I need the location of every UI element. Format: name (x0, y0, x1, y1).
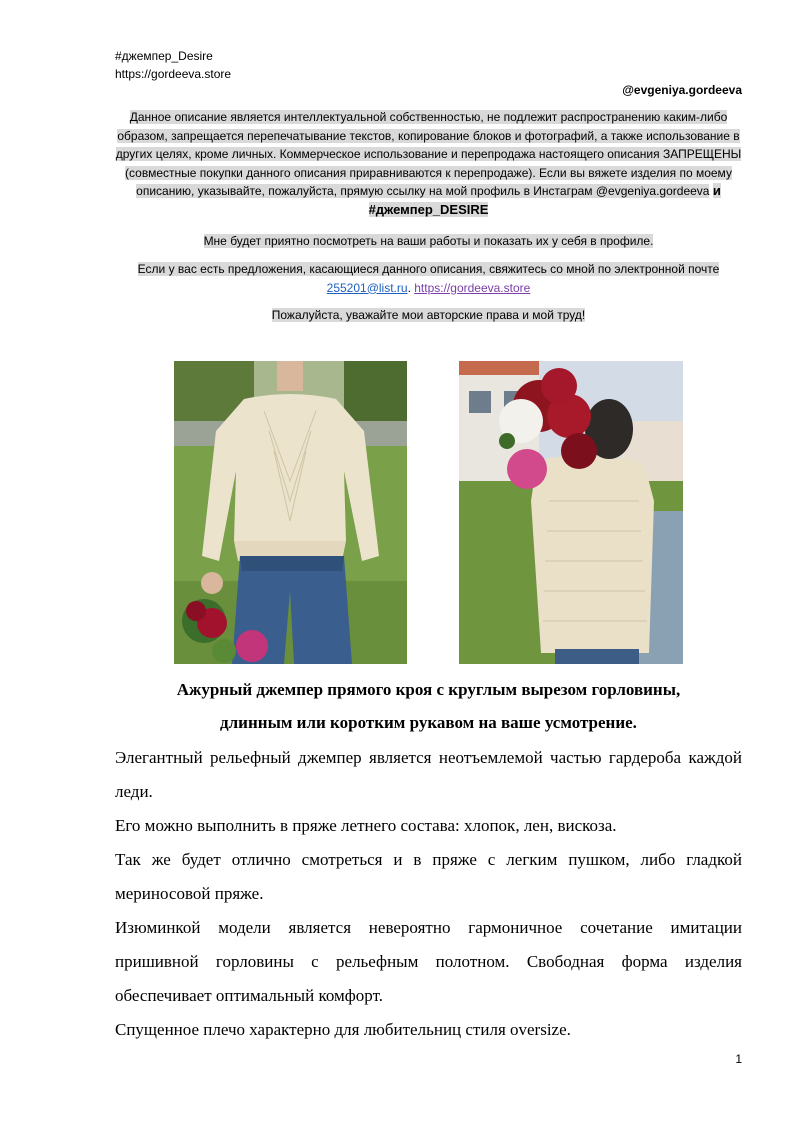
email-link[interactable]: 255201@list.ru (326, 280, 408, 295)
works-text: Мне будет приятно посмотреть на ваши работы и показать их у себя в профиле. (203, 234, 654, 248)
hashtag-text: и #джемпер_DESIRE (368, 183, 721, 217)
site-link[interactable]: https://gordeeva.store (414, 280, 531, 295)
paragraph-1: Элегантный рельефный джемпер является неотъемлемой частью гардероба каждой леди. (115, 748, 742, 801)
paragraph-2: Его можно выполнить в пряже летнего состава: хлопок, лен, вискоза. (115, 816, 617, 835)
paragraph-4: Изюминкой модели является невероятно гармоничное сочетание имитации пришивной горловины с рельефным полотном. Свободная форма изделия обеспечивает оптимальный комфорт. (115, 918, 742, 1005)
link-separator: . (407, 280, 411, 295)
description-body (115, 741, 742, 1047)
instagram-handle: @evgeniya.gordeeva (622, 83, 742, 97)
contact-notice (115, 260, 742, 297)
title-line-2: длинным или коротким рукавом на ваше усмотрение. (220, 713, 637, 732)
header-tag: #джемпер_Desire (115, 49, 213, 63)
front-view-photo (174, 361, 407, 664)
respect-text: Пожалуйста, уважайте мои авторские права и мой труд! (271, 308, 586, 322)
works-notice (115, 232, 742, 251)
copyright-notice (115, 108, 742, 219)
paragraph-5: Спущенное плечо характерно для любительниц стиля oversize. (115, 1020, 571, 1039)
copyright-text: Данное описание является интеллектуальной собственностью, не подлежит распространению каким-либо образом, запрещается перепечатывание текстов, копирование блоков и фотографий, а также использование в других целях, кроме личных. Коммерческое использование и перепродажа настоящего описания ЗАПРЕЩЕНЫ (совместные покупки данного описания приравниваются к перепродаже). Если вы вяжете изделия по моему описанию, указывайте, пожалуйста, прямую ссылку на мой профиль в Инстаграм @evgeniya.gordeeva (115, 110, 742, 198)
contact-text: Если у вас есть предложения, касающиеся данного описания, свяжитесь со мной по электронной почте (137, 262, 720, 276)
title-line-1: Ажурный джемпер прямого кроя с круглым вырезом горловины, (176, 680, 681, 699)
header-site: https://gordeeva.store (115, 67, 232, 81)
respect-notice (115, 306, 742, 325)
paragraph-3: Так же будет отлично смотреться и в пряже с легким пушком, либо гладкой мериносовой пряже. (115, 850, 742, 903)
back-view-photo (459, 361, 683, 664)
page-number: 1 (735, 1052, 742, 1066)
